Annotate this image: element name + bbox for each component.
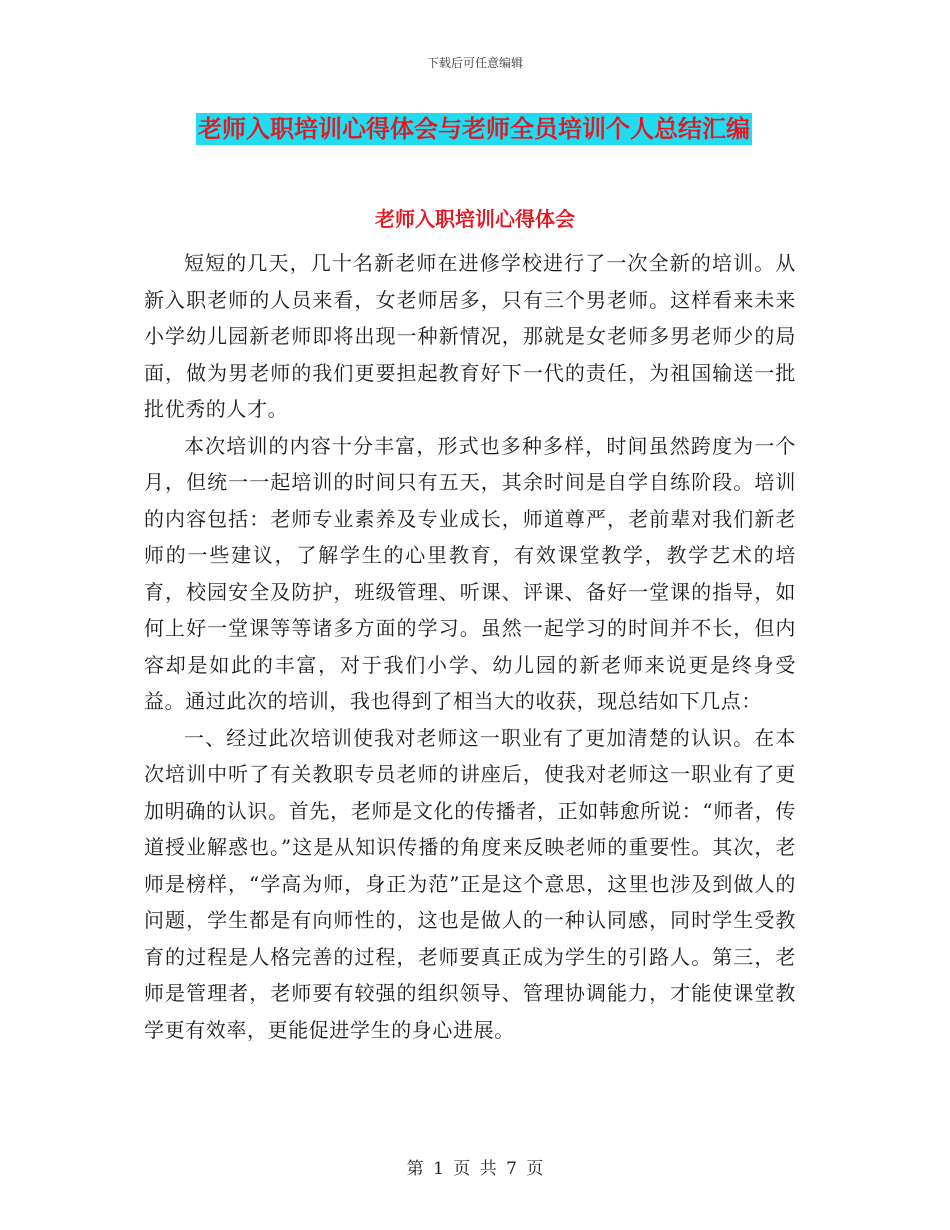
header-note: 下载后可任意编辑 bbox=[426, 56, 523, 70]
paragraph: 一、经过此次培训使我对老师这一职业有了更加清楚的认识。在本次培训中听了有关教职专员老师的讲座后，使我对老师这一职业有了更加明确的认识。首先，老师是文化的传播者，正如韩愈所说：“师者，传道授业解惑也。”这是从知识传播的角度来反映老师的重要性。其次，老师是榜样，“学高为师，身正为范”正是这个意思，这里也涉及到做人的问题，学生都是有向师性的，这也是做人的一种认同感，同时学生受教育的过程是人格完善的过程，老师要真正成为学生的引路人。第三，老师是管理者，老师要有较强的组织领导、管理协调能力，才能使课堂教学更有效率，更能促进学生的身心进展。 bbox=[144, 725, 796, 1042]
page-number-footer: 第 1 页 共 7 页 bbox=[406, 1159, 544, 1179]
paragraph: 本次培训的内容十分丰富，形式也多种多样，时间虽然跨度为一个月，但统一一起培训的时间只有五天，其余时间是自学自练阶段。培训的内容包括：老师专业素养及专业成长，师道尊严，老前辈对我们新老师的一些建议，了解学生的心里教育，有效课堂教学，教学艺术的培育，校园安全及防护，班级管理、听课、评课、备好一堂课的指导，如何上好一堂课等等诸多方面的学习。虽然一起学习的时间并不长，但内容却是如此的丰富，对于我们小学、幼儿园的新老师来说更是终身受益。通过此次的培训，我也得到了相当大的收获，现总结如下几点： bbox=[144, 433, 796, 713]
body-text bbox=[144, 245, 796, 1048]
document-title: 老师入职培训心得体会与老师全员培训个人总结汇编 bbox=[198, 115, 750, 143]
paragraph: 短短的几天，几十名新老师在进修学校进行了一次全新的培训。从新入职老师的人员来看，女老师居多，只有三个男老师。这样看来未来小学幼儿园新老师即将出现一种新情况，那就是女老师多男老师少的局面，做为男老师的我们更要担起教育好下一代的责任，为祖国输送一批批优秀的人才。 bbox=[144, 251, 796, 421]
section-title: 老师入职培训心得体会 bbox=[375, 207, 575, 231]
